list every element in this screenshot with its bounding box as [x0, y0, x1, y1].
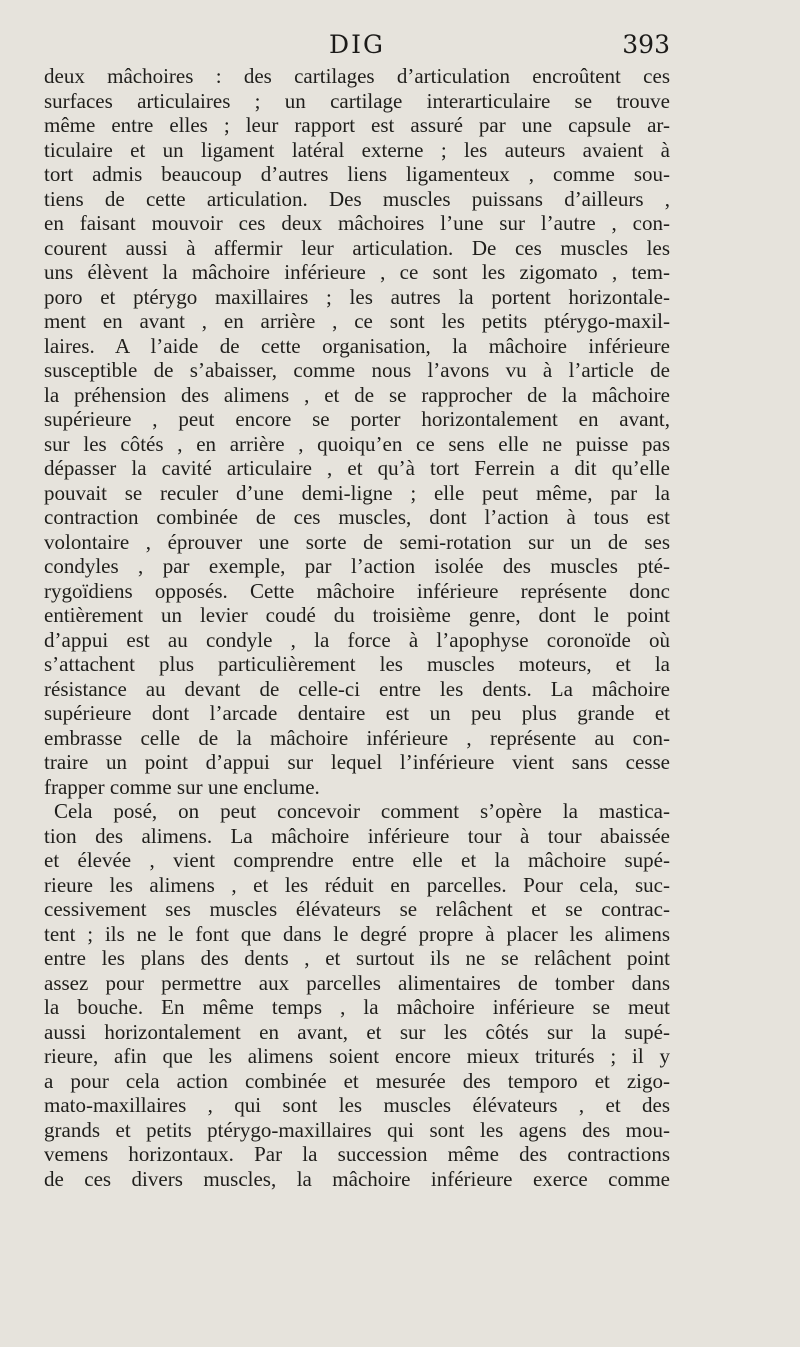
text-line: susceptible de s’abaisser, comme nous l’avons vu à l’article de [44, 358, 670, 382]
text-line: tion des alimens. La mâchoire inférieure tour à tour abaissée [44, 823, 670, 848]
text-line: la préhension des alimens , et de se rapprocher de la mâchoire [44, 382, 670, 407]
text-line: mato-maxillaires , qui sont les muscles élévateurs , et des [44, 1093, 670, 1117]
text-line: uns élèvent la mâchoire inférieure , ce sont les zigomato , tem- [44, 260, 670, 284]
text-line: vemens horizontaux. Par la succession même des contractions [44, 1142, 670, 1166]
paragraph-end-line: frapper comme sur une enclume. [44, 774, 320, 799]
text-line: ment en avant , en arrière , ce sont les petits ptérygo-maxil- [44, 309, 670, 333]
text-line: embrasse celle de la mâchoire inférieure , représente au con- [44, 725, 670, 750]
text-line: grands et petits ptérygo-maxillaires qui sont les agens des mou- [44, 1117, 670, 1142]
text-line: ticulaire et un ligament latéral externe ; les auteurs avaient à [44, 137, 670, 162]
text-line: tiens de cette articulation. Des muscles puissans d’ailleurs , [44, 186, 670, 211]
text-line: condyles , par exemple, par l’action isolée des muscles pté- [44, 554, 670, 578]
text-line: courent aussi à affermir leur articulation. De ces muscles les [44, 235, 670, 260]
text-line: de ces divers muscles, la mâchoire inférieure exerce comme [44, 1166, 670, 1191]
text-line: poro et ptérygo maxillaires ; les autres la portent horizontale- [44, 284, 670, 309]
text-line: traire un point d’appui sur lequel l’inférieure vient sans cesse [44, 750, 670, 774]
text-line: rieure, afin que les alimens soient encore mieux triturés ; il y [44, 1044, 670, 1068]
text-line: aussi horizontalement en avant, et sur les côtés sur la supé- [44, 1019, 670, 1044]
text-line: tent ; ils ne le font que dans le degré propre à placer les alimens [44, 921, 670, 946]
page-number: 393 [622, 30, 670, 59]
text-line: dépasser la cavité articulaire , et qu’à tort Ferrein a dit qu’elle [44, 456, 670, 480]
text-line: même entre elles ; leur rapport est assuré par une capsule ar- [44, 113, 670, 137]
text-line: sur les côtés , en arrière , quoiqu’en ce sens elle ne puisse pas [44, 431, 670, 456]
text-line: supérieure , peut encore se porter horizontalement en avant, [44, 407, 670, 431]
text-line: pouvait se reculer d’une demi-ligne ; elle peut même, par la [44, 480, 670, 505]
text-line: laires. A l’aide de cette organisation, la mâchoire inférieure [44, 333, 670, 358]
text-line: supérieure dont l’arcade dentaire est un peu plus grande et [44, 701, 670, 725]
text-line: tort admis beaucoup d’autres liens ligamenteux , comme sou- [44, 162, 670, 186]
text-line: d’appui est au condyle , la force à l’apophyse coronoïde où [44, 627, 670, 652]
text-line: résistance au devant de celle-ci entre les dents. La mâchoire [44, 676, 670, 701]
page-header [44, 30, 670, 62]
running-head: DIG [329, 30, 385, 59]
text-line: assez pour permettre aux parcelles alimentaires de tomber dans [44, 970, 670, 995]
text-line: s’attachent plus particulièrement les muscles moteurs, et la [44, 652, 670, 676]
text-line: cessivement ses muscles élévateurs se relâchent et se contrac- [44, 897, 670, 921]
text-line: rieure les alimens , et les réduit en parcelles. Pour cela, suc- [44, 872, 670, 897]
text-line: volontaire , éprouver une sorte de semi-rotation sur un de ses [44, 529, 670, 554]
text-line: en faisant mouvoir ces deux mâchoires l’une sur l’autre , con- [44, 211, 670, 235]
text-line: entièrement un levier coudé du troisième genre, dont le point [44, 603, 670, 627]
text-line: surfaces articulaires ; un cartilage interarticulaire se trouve [44, 88, 670, 113]
text-line: contraction combinée de ces muscles, dont l’action à tous est [44, 505, 670, 529]
text-line: rygoïdiens opposés. Cette mâchoire inférieure représente donc [44, 578, 670, 603]
body-text [44, 64, 670, 1191]
text-line: et élevée , vient comprendre entre elle et la mâchoire supé- [44, 848, 670, 872]
text-line: la bouche. En même temps , la mâchoire inférieure se meut [44, 995, 670, 1019]
paragraph-start-line: Cela posé, on peut concevoir comment s’opère la mastica- [54, 799, 670, 823]
text-line: a pour cela action combinée et mesurée des temporo et zigo- [44, 1068, 670, 1093]
text-line: deux mâchoires : des cartilages d’articulation encroûtent ces [44, 64, 670, 88]
text-line: entre les plans des dents , et surtout ils ne se relâchent point [44, 946, 670, 970]
